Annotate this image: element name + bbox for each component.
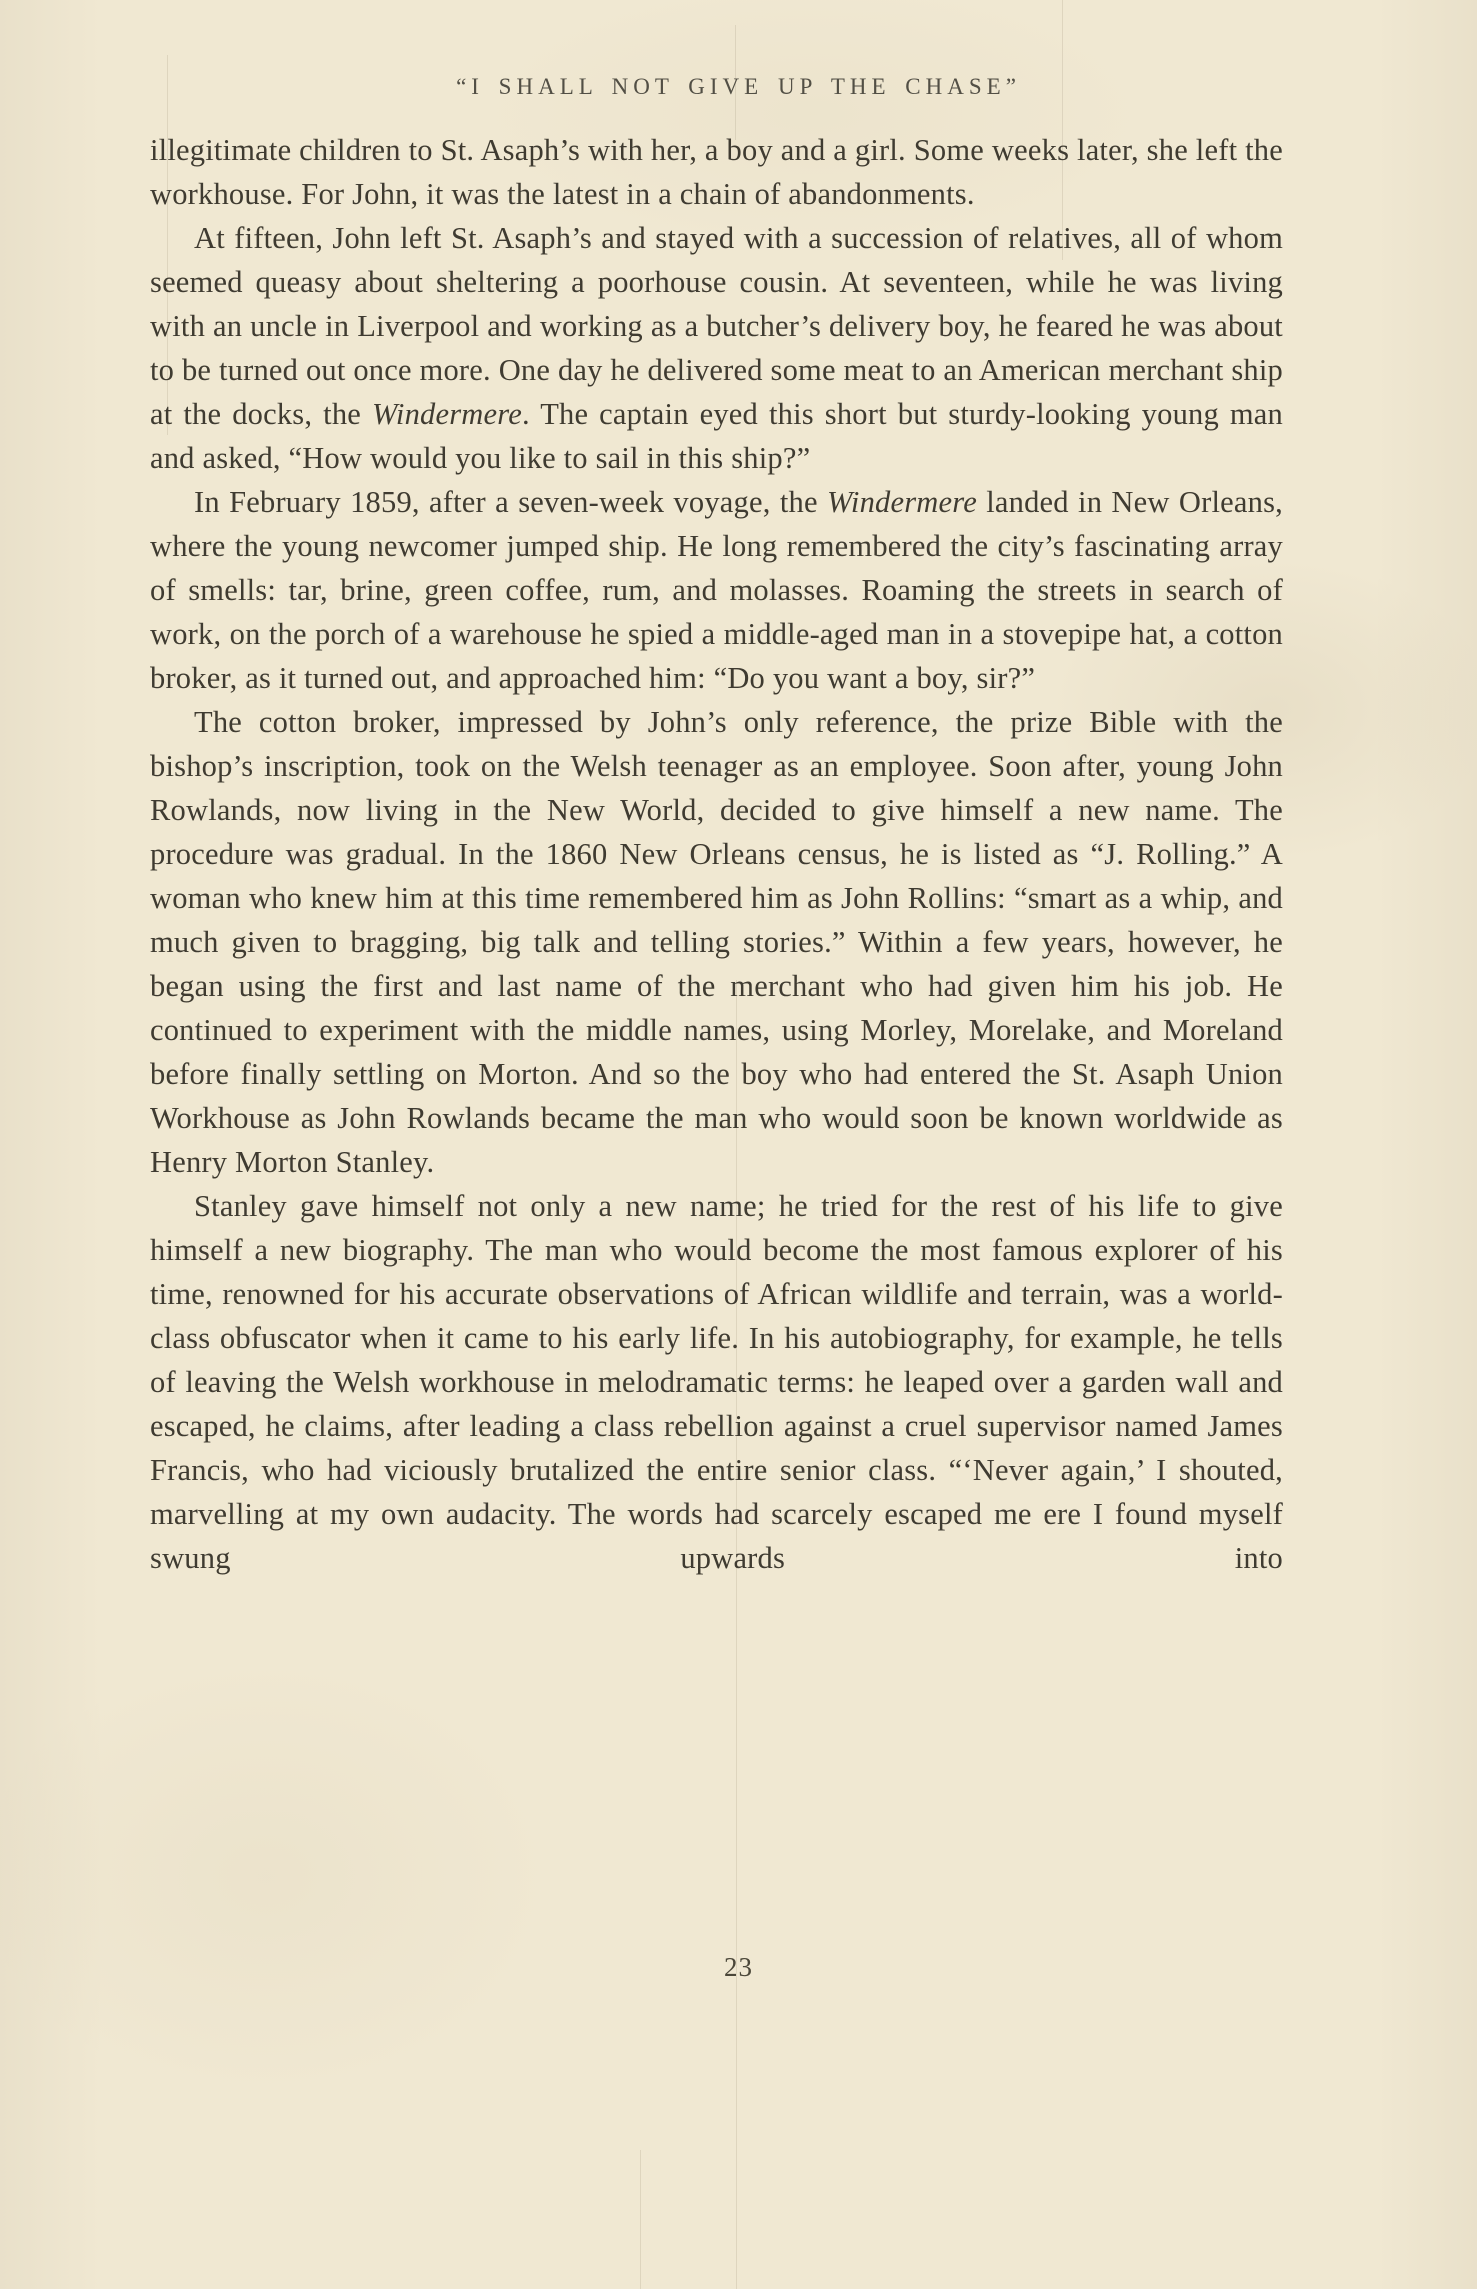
text-run: In February 1859, after a seven-week voyage, the bbox=[194, 485, 827, 519]
text-run: Stanley gave himself not only a new name; he tried for the rest of his life to give himself a new biography. The man who would become the most famous explorer of his time, renowned for his accurate observations of African wildlife and terrain, was a world-class obfuscator when it came to his early life. In his autobiography, for example, he tells of leaving the Welsh workhouse in melodramatic terms: he leaped over a garden wall and escaped, he claims, after leading a class rebellion against a cruel supervisor named James Francis, who had viciously brutalized the entire senior class. “‘Never again,’ I shouted, marvelling at my own audacity. The words had scarcely escaped me ere I found myself swung upwards into bbox=[150, 1189, 1283, 1575]
paragraph bbox=[150, 700, 1283, 1184]
italic-text-run: Windermere bbox=[826, 485, 977, 519]
text-run: landed in New Orleans, where the young newcomer jumped ship. He long remembered the city’s fascinating array of smells: tar, brine, green coffee, rum, and molasses. Roaming the streets in search of work, on the porch of a warehouse he spied a middle-aged man in a stovepipe hat, a cotton broker, as it turned out, and approached him: “Do you want a boy, sir?” bbox=[150, 485, 1283, 695]
text-run: The cotton broker, impressed by John’s only reference, the prize Bible with the bishop’s inscription, took on the Welsh teenager as an employee. Soon after, young John Rowlands, now living in the New World, decided to give himself a new name. The procedure was gradual. In the 1860 New Orleans census, he is listed as “J. Rolling.” A woman who knew him at this time remembered him as John Rollins: “smart as a whip, and much given to bragging, big talk and telling stories.” Within a few years, however, he began using the first and last name of the merchant who had given him his job. He continued to experiment with the middle names, using Morley, Morelake, and Moreland before finally settling on Morton. And so the boy who had entered the St. Asaph Union Workhouse as John Rowlands became the man who would soon be known worldwide as Henry Morton Stanley. bbox=[150, 705, 1283, 1179]
paragraph bbox=[150, 480, 1283, 700]
paragraph bbox=[150, 1184, 1283, 1580]
paragraph bbox=[150, 128, 1283, 216]
italic-text-run: Windermere bbox=[372, 397, 522, 431]
scan-crease-line bbox=[640, 2150, 641, 2289]
text-run: illegitimate children to St. Asaph’s with her, a boy and a girl. Some weeks later, she left the workhouse. For John, it was the latest in a chain of abandonments. bbox=[150, 133, 1283, 211]
chapter-running-head: “I SHALL NOT GIVE UP THE CHASE” bbox=[456, 74, 1021, 99]
body-text bbox=[150, 128, 1283, 1580]
text-run: . The captain eyed this short but sturdy-looking young man and asked, “How would you like to sail in this ship?” bbox=[150, 397, 1283, 475]
paragraph bbox=[150, 216, 1283, 480]
text-run: At fifteen, John left St. Asaph’s and stayed with a succession of relatives, all of whom seemed queasy about sheltering a poorhouse cousin. At seventeen, while he was living with an uncle in Liverpool and working as a butcher’s delivery boy, he feared he was about to be turned out once more. One day he delivered some meat to an American merchant ship at the docks, the bbox=[150, 221, 1283, 431]
page-number: 23 bbox=[724, 1952, 753, 1982]
